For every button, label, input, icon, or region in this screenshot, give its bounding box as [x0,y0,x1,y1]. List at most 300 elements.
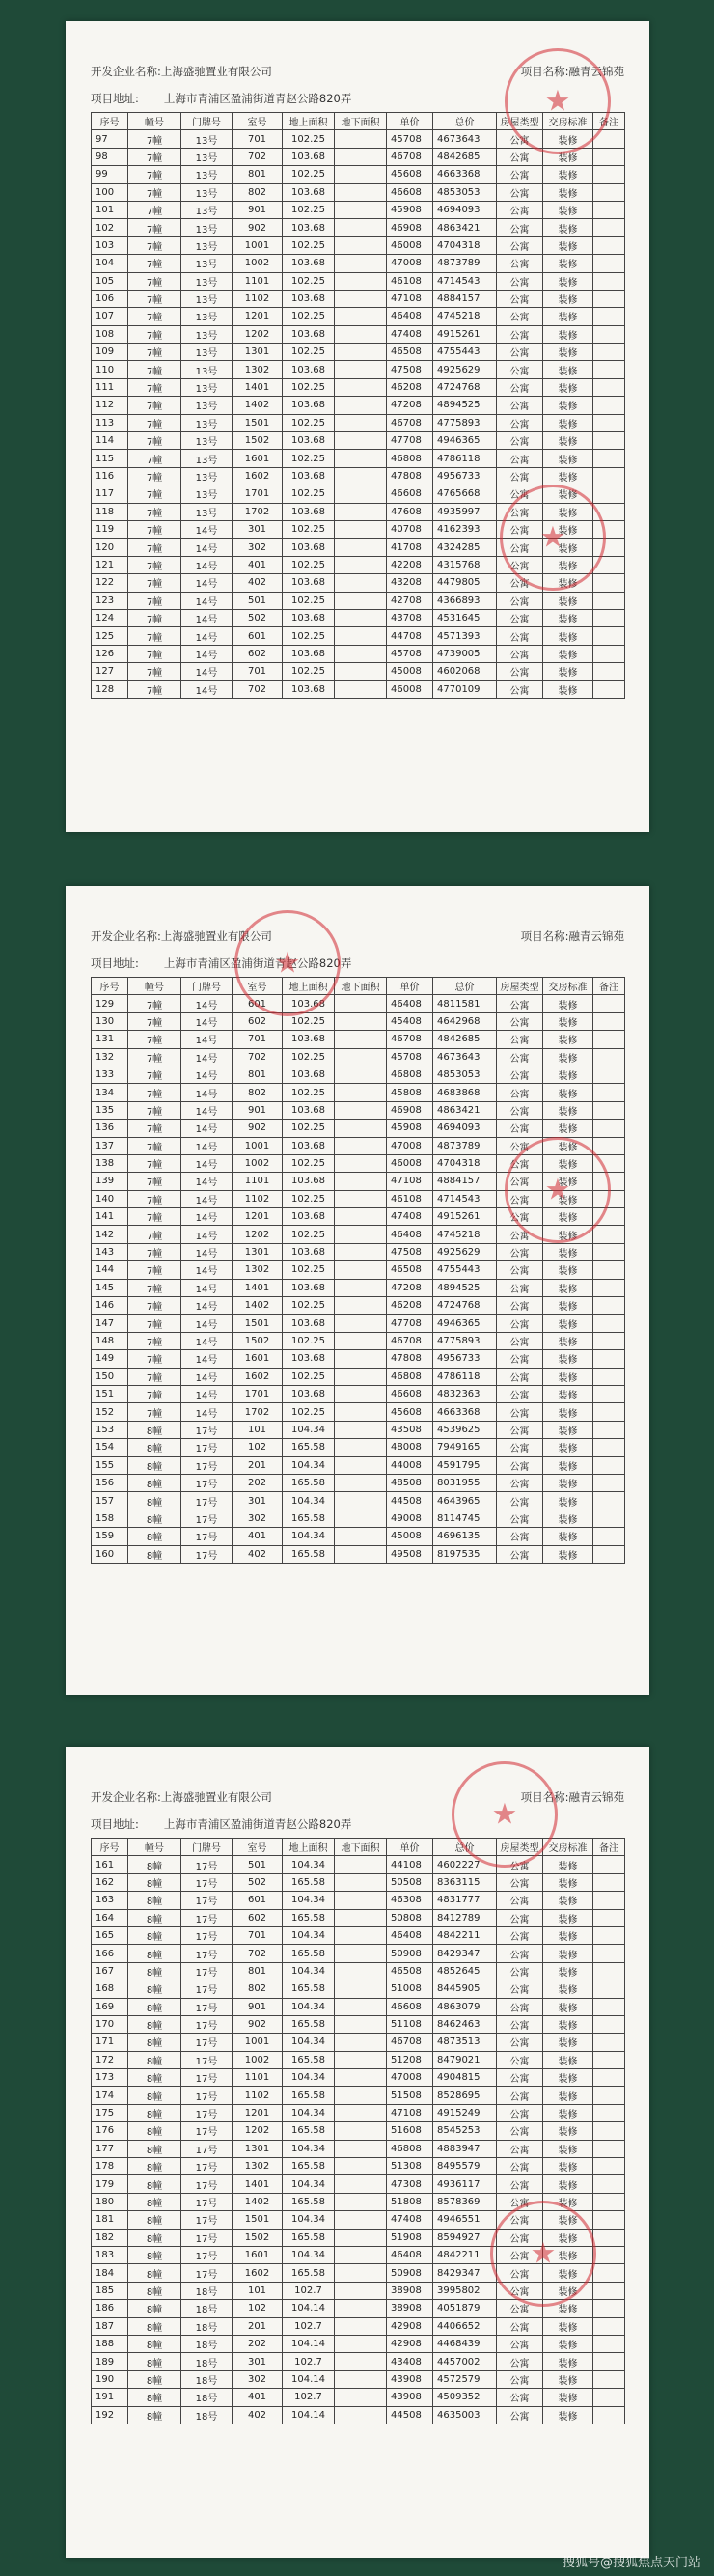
table-cell: 701 [233,1031,283,1048]
table-row [92,1510,625,1527]
table-cell: 1501 [233,1315,283,1332]
table-cell [335,2015,387,2033]
table-cell: 公寓 [497,1101,543,1119]
table-cell: 8429347 [433,2264,497,2282]
table-cell: 4739005 [433,645,497,662]
table-cell: 13号 [181,236,233,254]
table-cell [335,1980,387,1998]
table-cell: 45908 [387,1120,433,1137]
table-row [92,467,625,485]
table-cell: 7幢 [128,255,181,272]
table-cell [335,1173,387,1190]
table-cell: 8幢 [128,2015,181,2033]
table-cell [593,1892,625,1909]
table-row [92,1137,625,1154]
table-cell: 47708 [387,1315,433,1332]
table-cell: 4842685 [433,148,497,165]
table-cell [593,432,625,450]
column-header: 序号 [92,113,128,130]
table-cell: 8幢 [128,2175,181,2193]
price-table [91,1838,625,2424]
table-cell: 公寓 [497,1856,543,1873]
table-cell: 4704318 [433,236,497,254]
table-cell: 4946551 [433,2211,497,2229]
table-cell: 102.25 [283,627,335,645]
table-cell: 公寓 [497,1545,543,1563]
table-cell: 14号 [181,1315,233,1332]
table-cell: 102.25 [283,1084,335,1101]
table-cell: 公寓 [497,1350,543,1368]
project-address: 上海市青浦区盈浦街道青赵公路820弄 [163,92,352,105]
table-cell: 公寓 [497,539,543,556]
column-header: 总价 [433,1839,497,1856]
table-cell: 165.58 [283,2051,335,2068]
table-cell: 146 [92,1297,128,1315]
table-cell [335,2211,387,2229]
table-cell: 8幢 [128,2389,181,2406]
table-cell: 18号 [181,2317,233,2335]
table-row [92,2034,625,2051]
table-cell: 43208 [387,574,433,592]
table-cell: 公寓 [497,2015,543,2033]
table-cell [335,995,387,1012]
table-cell: 公寓 [497,450,543,467]
table-cell: 4755443 [433,344,497,361]
table-cell: 1201 [233,2104,283,2121]
table-cell: 装修 [543,663,593,680]
table-cell: 128 [92,680,128,698]
table-cell: 装修 [543,1945,593,1962]
table-cell: 102.25 [283,201,335,218]
table-cell [335,1226,387,1243]
table-cell: 102.25 [283,1012,335,1030]
table-cell: 1402 [233,1297,283,1315]
table-cell [593,2229,625,2246]
table-cell: 103.68 [283,1279,335,1296]
table-cell: 46808 [387,1066,433,1083]
table-cell: 102.25 [283,378,335,396]
table-cell: 103.68 [283,1173,335,1190]
table-cell: 公寓 [497,2300,543,2317]
table-cell: 4904815 [433,2069,497,2087]
table-cell: 402 [233,574,283,592]
table-cell [335,1012,387,1030]
table-cell [593,1998,625,2015]
table-cell: 装修 [543,467,593,485]
table-cell: 4863079 [433,1998,497,2015]
table-cell: 4571393 [433,627,497,645]
table-cell [593,2335,625,2352]
table-cell: 4873789 [433,255,497,272]
table-cell: 装修 [543,2335,593,2352]
table-row [92,219,625,236]
table-cell: 150 [92,1368,128,1385]
table-row [92,1297,625,1315]
table-cell: 14号 [181,1190,233,1207]
table-cell: 7幢 [128,432,181,450]
table-cell: 17号 [181,2140,233,2157]
table-cell: 4770109 [433,680,497,698]
table-row [92,2140,625,2157]
table-cell: 公寓 [497,609,543,626]
table-cell: 1201 [233,308,283,325]
table-cell: 7幢 [128,148,181,165]
table-row [92,1962,625,1980]
table-cell: 装修 [543,361,593,378]
table-cell: 8幢 [128,2104,181,2121]
column-header: 幢号 [128,1839,181,1856]
table-cell [593,1528,625,1545]
table-cell: 46308 [387,1892,433,1909]
table-cell: 102.25 [283,1332,335,1349]
table-cell: 1201 [233,1208,283,1226]
table-row [92,2211,625,2229]
table-cell: 1301 [233,344,283,361]
table-cell: 46708 [387,414,433,431]
table-cell: 公寓 [497,236,543,254]
table-cell: 4925629 [433,1243,497,1260]
table-row [92,1945,625,1962]
table-cell: 4842685 [433,1031,497,1048]
table-row [92,1173,625,1190]
table-cell: 165.58 [283,2158,335,2175]
table-cell: 147 [92,1315,128,1332]
table-cell: 7幢 [128,680,181,698]
table-cell: 142 [92,1226,128,1243]
table-cell: 公寓 [497,1474,543,1491]
table-cell: 公寓 [497,1031,543,1048]
table-cell: 公寓 [497,1421,543,1438]
table-cell [593,378,625,396]
table-cell: 公寓 [497,1528,543,1545]
table-cell: 18号 [181,2282,233,2299]
table-cell [335,236,387,254]
table-cell: 8幢 [128,2370,181,2388]
table-row [92,361,625,378]
table-cell: 902 [233,219,283,236]
table-cell: 104.34 [283,1926,335,1944]
table-cell: 7幢 [128,1190,181,1207]
table-cell: 50508 [387,1873,433,1891]
table-cell: 8幢 [128,1873,181,1891]
table-cell: 802 [233,183,283,201]
table-cell: 46808 [387,450,433,467]
table-cell: 7幢 [128,663,181,680]
table-cell: 公寓 [497,272,543,290]
table-cell [593,539,625,556]
table-cell: 7幢 [128,414,181,431]
table-cell [593,148,625,165]
table-cell: 109 [92,344,128,361]
table-cell: 4724768 [433,378,497,396]
price-table [91,977,625,1564]
table-cell: 8495579 [433,2158,497,2175]
table-cell: 17号 [181,2069,233,2087]
table-row [92,1226,625,1243]
table-cell [593,2175,625,2193]
table-cell [593,1945,625,1962]
table-cell: 7幢 [128,609,181,626]
table-cell: 102.25 [283,236,335,254]
table-cell: 13号 [181,183,233,201]
table-cell: 165.58 [283,2264,335,2282]
table-cell: 103.68 [283,1243,335,1260]
table-cell: 701 [233,130,283,148]
table-cell [335,2193,387,2210]
table-cell: 104.34 [283,2211,335,2229]
table-cell: 46008 [387,680,433,698]
table-cell [593,361,625,378]
table-cell: 8幢 [128,2158,181,2175]
table-cell: 47208 [387,397,433,414]
table-cell [335,503,387,520]
table-cell [335,1998,387,2015]
column-header: 备注 [593,978,625,995]
table-cell: 102.25 [283,1403,335,1421]
table-cell [593,414,625,431]
table-cell: 1202 [233,1226,283,1243]
column-header: 总价 [433,113,497,130]
table-cell: 装修 [543,2193,593,2210]
table-cell [335,2282,387,2299]
table-cell [335,308,387,325]
table-cell: 13号 [181,414,233,431]
table-row [92,2317,625,2335]
table-row [92,1031,625,1048]
table-cell: 8幢 [128,1926,181,1944]
table-cell: 179 [92,2175,128,2193]
table-row [92,1012,625,1030]
table-cell: 1102 [233,1190,283,1207]
table-cell: 302 [233,2370,283,2388]
table-cell [593,1101,625,1119]
table-cell: 公寓 [497,2389,543,2406]
table-cell: 103.68 [283,1137,335,1154]
table-cell [335,183,387,201]
table-cell [335,1945,387,1962]
table-cell: 601 [233,1892,283,1909]
table-header-row [92,1839,625,1856]
table-cell: 163 [92,1892,128,1909]
table-cell: 4842211 [433,1926,497,1944]
table-cell: 4852645 [433,1962,497,1980]
table-cell: 148 [92,1332,128,1349]
table-cell [335,1456,387,1474]
table-cell: 7幢 [128,1173,181,1190]
table-cell: 1602 [233,1368,283,1385]
table-cell [335,1332,387,1349]
table-row [92,255,625,272]
table-cell [593,1510,625,1527]
table-cell: 装修 [543,2104,593,2121]
table-cell: 13号 [181,201,233,218]
table-cell [593,2140,625,2157]
table-cell: 104.14 [283,2406,335,2424]
table-cell: 1402 [233,397,283,414]
table-cell: 17号 [181,2193,233,2210]
table-cell: 7幢 [128,627,181,645]
project-name: 融青云锦苑 [568,65,624,78]
table-cell: 7幢 [128,1101,181,1119]
table-cell [593,1350,625,1368]
table-cell: 装修 [543,1909,593,1926]
table-cell: 8幢 [128,2353,181,2370]
table-cell: 111 [92,378,128,396]
table-cell: 1202 [233,2122,283,2140]
table-cell: 公寓 [497,2317,543,2335]
table-cell: 公寓 [497,995,543,1012]
table-cell: 14号 [181,1084,233,1101]
table-cell: 装修 [543,1084,593,1101]
table-cell: 装修 [543,1101,593,1119]
table-row [92,485,625,503]
table-cell: 7幢 [128,539,181,556]
table-cell [335,1856,387,1873]
table-cell: 8幢 [128,1528,181,1545]
table-cell [335,290,387,307]
table-cell: 51308 [387,2158,433,2175]
table-cell [335,255,387,272]
table-cell: 装修 [543,1873,593,1891]
table-cell: 153 [92,1421,128,1438]
table-cell: 102 [92,219,128,236]
table-cell: 46108 [387,272,433,290]
table-cell: 公寓 [497,556,543,573]
table-cell: 103.68 [283,1385,335,1402]
table-cell: 126 [92,645,128,662]
table-cell: 4832363 [433,1385,497,1402]
column-header: 房屋类型 [497,1839,543,1856]
table-cell: 装修 [543,1998,593,2015]
table-cell [335,2229,387,2246]
table-cell: 165.58 [283,2015,335,2033]
table-cell: 302 [233,539,283,556]
table-cell [335,2264,387,2282]
table-row [92,414,625,431]
table-cell: 178 [92,2158,128,2175]
table-row [92,1998,625,2015]
column-header: 总价 [433,978,497,995]
table-cell [593,1279,625,1296]
table-cell: 8幢 [128,2122,181,2140]
table-cell: 135 [92,1101,128,1119]
table-cell [335,1492,387,1510]
table-cell: 801 [233,1962,283,1980]
table-cell [593,1962,625,1980]
table-cell: 4946365 [433,432,497,450]
table-cell [593,1137,625,1154]
table-cell: 49508 [387,1545,433,1563]
table-cell: 145 [92,1279,128,1296]
table-cell: 公寓 [497,680,543,698]
table-cell: 166 [92,1945,128,1962]
table-cell [335,2353,387,2370]
table-cell: 4673643 [433,130,497,148]
table-cell: 131 [92,1031,128,1048]
table-cell [593,201,625,218]
table-row [92,2193,625,2210]
table-cell: 装修 [543,556,593,573]
table-cell: 1301 [233,2140,283,2157]
table-cell: 7幢 [128,166,181,183]
table-cell: 公寓 [497,467,543,485]
table-cell: 901 [233,1101,283,1119]
table-cell: 8幢 [128,2282,181,2299]
table-cell: 301 [233,2353,283,2370]
table-cell [335,1208,387,1226]
table-cell: 1002 [233,2051,283,2068]
table-row [92,1048,625,1066]
table-cell: 4873789 [433,1137,497,1154]
table-cell: 18号 [181,2353,233,2370]
table-cell: 17号 [181,1510,233,1527]
table-cell: 4468439 [433,2335,497,2352]
table-cell [593,272,625,290]
table-cell: 18号 [181,2389,233,2406]
table-row [92,1154,625,1172]
table-cell: 601 [233,627,283,645]
table-cell: 8578369 [433,2193,497,2210]
table-cell [335,1048,387,1066]
table-cell: 8幢 [128,2229,181,2246]
table-cell: 14号 [181,520,233,538]
table-cell: 装修 [543,2229,593,2246]
table-cell: 14号 [181,1243,233,1260]
table-cell [593,645,625,662]
table-cell: 502 [233,1873,283,1891]
table-cell: 装修 [543,183,593,201]
table-cell: 165 [92,1926,128,1944]
table-cell: 公寓 [497,1066,543,1083]
table-row [92,2335,625,2352]
table-cell: 8幢 [128,1892,181,1909]
address-label: 项目地址: [91,956,139,970]
table-cell: 公寓 [497,1208,543,1226]
table-cell: 4366893 [433,592,497,609]
table-cell: 装修 [543,255,593,272]
table-cell: 103.68 [283,995,335,1012]
table-row [92,1456,625,1474]
table-cell: 4883947 [433,2140,497,2157]
column-header: 地上面积 [283,113,335,130]
table-cell: 装修 [543,2175,593,2193]
table-cell: 47508 [387,1243,433,1260]
table-cell: 4925629 [433,361,497,378]
table-cell [593,1873,625,1891]
column-header: 地下面积 [335,113,387,130]
table-row [92,130,625,148]
table-cell: 102.25 [283,1261,335,1279]
table-cell: 17号 [181,1421,233,1438]
table-cell: 4786118 [433,1368,497,1385]
table-cell: 102.7 [283,2282,335,2299]
table-cell: 177 [92,2140,128,2157]
table-cell [593,1048,625,1066]
table-cell: 7幢 [128,1332,181,1349]
table-cell [593,183,625,201]
column-header: 室号 [233,113,283,130]
column-header: 交房标准 [543,1839,593,1856]
column-header: 备注 [593,113,625,130]
table-cell: 8114745 [433,1510,497,1527]
table-cell [593,2317,625,2335]
table-cell: 102.25 [283,485,335,503]
table-cell: 公寓 [497,2069,543,2087]
column-header: 幢号 [128,113,181,130]
table-cell: 140 [92,1190,128,1207]
table-cell: 13号 [181,485,233,503]
table-cell: 装修 [543,1528,593,1545]
